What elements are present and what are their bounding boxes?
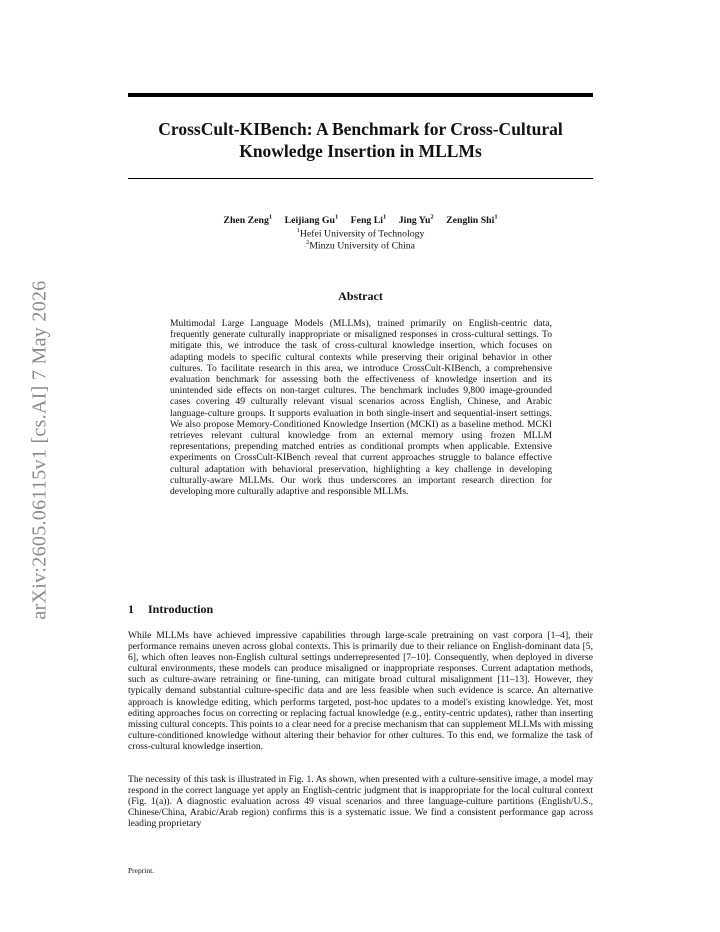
title-top-rule: [128, 93, 593, 97]
author: Zhen Zeng$^1$: [223, 214, 273, 227]
affiliation: $^1$Hefei University of Technology: [296, 227, 425, 240]
author: Leijiang Gu$^1$: [284, 214, 339, 227]
footer-note: Preprint.: [128, 866, 155, 875]
arxiv-identifier: arXiv:2605.06115v1 [cs.AI] 7 May 2026: [28, 280, 51, 620]
author: Feng Li$^1$: [350, 214, 387, 227]
author: Zenglin Shi$^1$: [446, 214, 498, 227]
abstract-body: Multimodal Large Language Models (MLLMs), trained primarily on English-centric data, frequently generate culturally inappropriate or misaligned responses in cross-cultural settings. To mitigate this, we introduce the task of cross-cultural knowledge insertion, which focuses on adapting models to specific cultural contexts while preserving their original behavior in other cultures. To facilitate research in this area, we introduce CrossCult-KIBench, a comprehensive evaluation benchmark for assessing both the effectiveness of knowledge insertion and its unintended side effects on non-target cultures. The benchmark includes 9,800 image-grounded cases covering 49 culturally relevant visual scenarios across English, Chinese, and Arabic language-culture groups. It supports evaluation in both single-insert and sequential-insert settings. We also propose Memory-Conditioned Knowledge Insertion (MCKI) as a baseline method. MCKI retrieves relevant cultural knowledge from an external memory using frozen MLLM representations, prepending matched entries as conditional prompts when applicable. Extensive experiments on CrossCult-KIBench reveal that current approaches struggle to balance effective cultural adaptation with behavioral preservation, highlighting a key challenge in developing culturally-aware MLLMs. Our work thus underscores an important research direction for developing more culturally adaptive and responsible MLLMs.: [170, 318, 552, 498]
title-bottom-rule: [128, 178, 593, 179]
intro-paragraph: The necessity of this task is illustrated in Fig. 1. As shown, when presented with a culture-sensitive image, a model may respond in the correct language yet apply an English-centric judgment that is inappropriate for the local cultural context (Fig. 1(a)). A diagnostic evaluation across 49 visual scenarios and three language-culture partitions (English/U.S., Chinese/China, Arabic/Arab region) confirms this is a systematic issue. We find a consistent performance gap across leading proprietary: [128, 774, 593, 830]
abstract-heading: Abstract: [338, 289, 383, 303]
affiliation: $^2$Minzu University of China: [305, 239, 416, 252]
intro-paragraph: While MLLMs have achieved impressive capabilities through large-scale pretraining on vast corpora [1–4], their performance remains uneven across global contexts. This is primarily due to their reliance on English-dominant data [5, 6], which often leaves non-English cultural settings underrepresented [7–10]. Consequently, when deployed in diverse cultural environments, these models can produce misaligned or inappropriate responses. Current adaptation methods, such as culture-aware retraining or fine-tuning, can mitigate broad cultural misalignment [11–13]. However, they typically demand substantial culture-specific data and are less feasible when such evidence is scarce. An alternative approach is knowledge editing, which performs targeted, post-hoc updates to a model's existing knowledge. Yet, most editing approaches focus on correcting or replacing factual knowledge (e.g., entity-centric updates), rather than inserting missing cultural concepts. This points to a clear need for a precise mechanism that can supplement MLLMs with missing culture-conditioned knowledge without altering their behavior for other cultures. To this end, we formalize the task of cross-cultural knowledge insertion.: [128, 630, 593, 752]
paper-title: CrossCult-KIBench: A Benchmark for Cross-Cultural Knowledge Insertion in MLLMs: [158, 119, 563, 161]
author: Jing Yu$^2$: [398, 214, 434, 227]
section-heading: 1 Introduction: [128, 602, 214, 616]
